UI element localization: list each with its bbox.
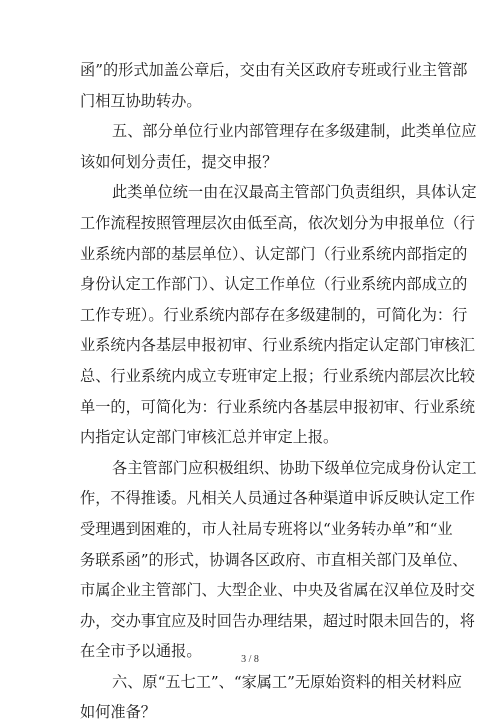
text-line: 门相互协助转办。 [80,91,202,110]
document-body [80,55,477,728]
text-line: 函”的形式加盖公章后，交由有关区政府专班或行业主管部 [80,61,468,79]
text-line: 内指定认定部门审核汇总并审定上报。 [80,428,339,447]
text-line: 工作专班）。行业系统内部存在多级建制的，可简化为：行 [80,305,468,324]
section-heading-5-cont: 该如何划分责任，提交申报？ [80,152,278,171]
text-line: 总、行业系统内成立专班审定上报；行业系统内部层次比较 [80,366,475,385]
text-line: 业系统内部的基层单位）、认定部门（行业系统内部指定的 [80,244,468,263]
text-line: 受理遇到困难的，市人社局专班将以“业务转办单”和“业 [80,519,453,538]
text-line: 工作流程按照管理层次由低至高，依次划分为申报单位（行 [80,213,475,232]
section-heading-5: 五、部分单位行业内部管理存在多级建制，此类单位应 [112,122,477,141]
text-line: 各主管部门应积极组织、协助下级单位完成身份认定工 [112,458,477,477]
text-line: 此类单位统一由在汉最高主管部门负责组织，具体认定 [112,183,477,202]
text-line: 身份认定工作部门）、认定工作单位（行业系统内部成立的 [80,275,468,294]
text-line: 市属企业主管部门、大型企业、中央及省属在汉单位及时交 [80,581,475,600]
text-line: 单一的，可简化为：行业系统内各基层申报初审、行业系统 [80,397,475,416]
text-line: 在全市予以通报。 [80,642,202,661]
page-number: 3 / 8 [241,654,259,665]
section-heading-6-cont: 如何准备？ [80,703,156,722]
text-line: 办，交办事宜应及时回告办理结果，超过时限未回告的，将 [80,611,475,630]
text-line: 作，不得推诿。凡相关人员通过各种渠道申诉反映认定工作 [80,489,475,508]
text-line: 业系统内各基层申报初审、行业系统内指定认定部门审核汇 [80,336,475,355]
section-heading-6: 六、原“五七工”、“家属工”无原始资料的相关材料应 [112,672,462,691]
text-line: 务联系函”的形式，协调各区政府、市直相关部门及单位、 [80,550,468,569]
